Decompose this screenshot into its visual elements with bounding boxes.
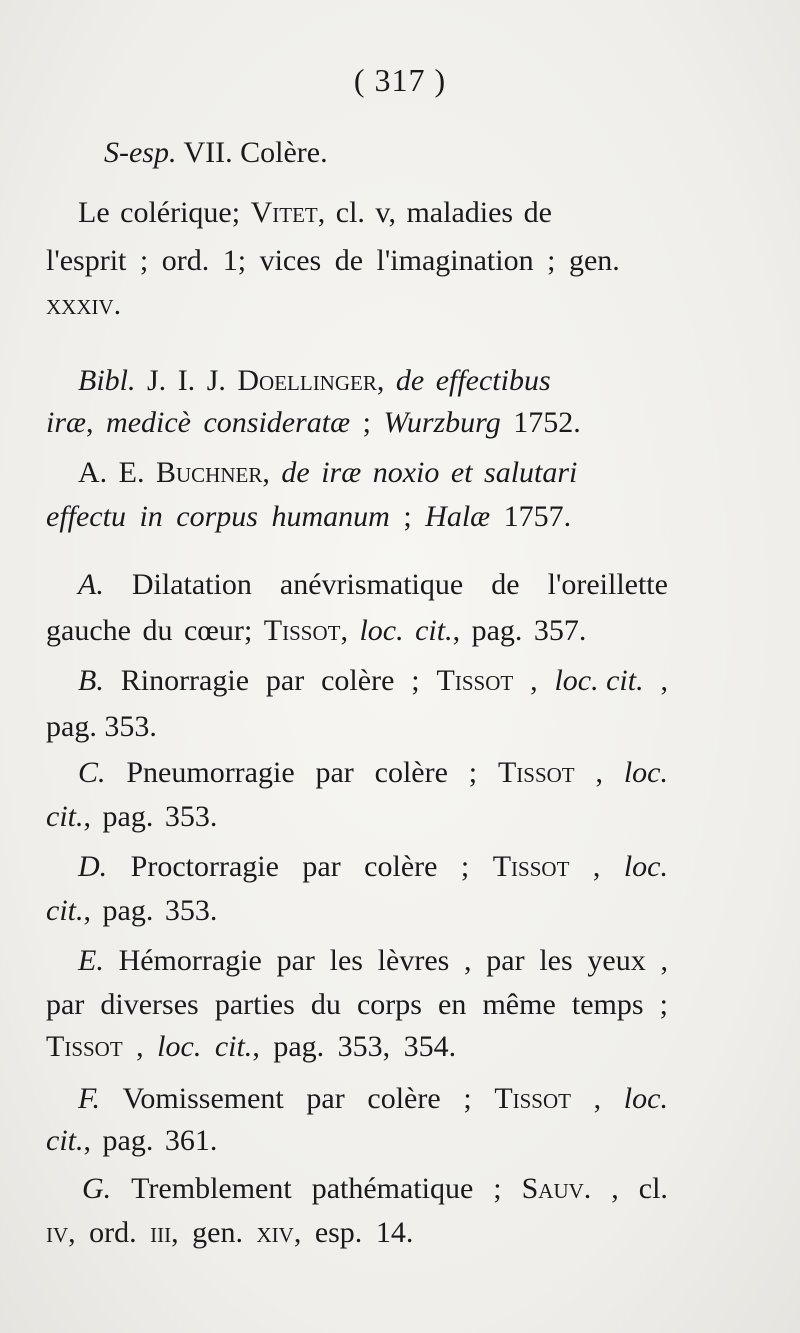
word: , — [293, 1216, 302, 1249]
word: esp. — [314, 1216, 363, 1249]
word: 1752. — [513, 406, 581, 439]
word: consideratæ — [203, 406, 351, 439]
author-tissot: Tissot — [494, 1082, 571, 1115]
loc-cit: loc. cit. — [554, 664, 644, 697]
word: loc. — [623, 1082, 668, 1115]
word: iv — [46, 1216, 69, 1249]
intro-line-3 — [46, 290, 672, 320]
intro-line-2 — [46, 246, 666, 276]
word: , — [660, 664, 668, 697]
word: ord. — [89, 1216, 137, 1249]
word: salutari — [484, 456, 578, 489]
page-ref: 361. — [164, 1124, 218, 1157]
word: , — [136, 1030, 144, 1063]
word: , — [595, 756, 603, 789]
word: diverses — [100, 988, 199, 1021]
word: colérique — [120, 196, 232, 229]
word: Pneumorragie — [126, 756, 295, 789]
word: iræ — [321, 456, 362, 489]
word: J. — [206, 364, 226, 397]
entry-letter: B. — [78, 664, 104, 697]
word: 14. — [375, 1216, 414, 1249]
page-ref: 354. — [403, 1030, 457, 1063]
author-tissot: Tissot — [497, 756, 575, 789]
word: en — [438, 988, 467, 1021]
word: et — [450, 456, 473, 489]
word: cit. — [46, 894, 84, 927]
word: 1 — [222, 244, 238, 277]
word: effectibus — [435, 364, 551, 397]
word: ; — [547, 244, 556, 277]
word: de — [395, 364, 425, 397]
entry-f-line-2 — [46, 1126, 672, 1156]
author-vitet: Vitet — [250, 196, 318, 229]
author-tissot: Tissot — [436, 664, 514, 697]
word: xiv — [256, 1216, 294, 1249]
word: vices — [259, 244, 322, 277]
author-doellinger: Doellinger — [237, 364, 377, 397]
word: maladies — [406, 196, 514, 229]
entry-a-line-1 — [78, 570, 668, 600]
word: ; — [237, 244, 247, 277]
word: , — [382, 1030, 391, 1063]
entry-e-line-1 — [78, 946, 668, 976]
word: E. — [118, 456, 145, 489]
word: v — [375, 196, 389, 229]
word: ; — [493, 1172, 502, 1205]
page-ref: 353. — [164, 894, 218, 927]
word: medicè — [106, 406, 191, 439]
author-tissot: Tissot — [46, 1030, 123, 1063]
word: , — [262, 456, 270, 489]
word: Halæ — [425, 500, 491, 533]
word: corps — [356, 988, 422, 1021]
entry-letter: C. — [78, 756, 106, 789]
entry-letter: E. — [78, 944, 104, 977]
word: , — [592, 850, 601, 883]
word: , — [83, 1124, 91, 1157]
word: iræ — [46, 406, 87, 439]
word: Wurzburg — [383, 406, 501, 439]
word: colère — [364, 850, 438, 883]
word: pag. — [102, 800, 154, 833]
word: pag. — [102, 894, 154, 927]
word: , — [376, 364, 385, 397]
word: , — [86, 406, 94, 439]
heading-text: VII. Colère. — [183, 136, 328, 169]
word: colère — [374, 756, 448, 789]
author-tissot: Tissot — [492, 850, 570, 883]
word: anévrismatique — [279, 568, 464, 601]
word: , — [660, 944, 668, 977]
entry-letter: D. — [78, 850, 108, 883]
word: colère — [321, 664, 395, 697]
word: ; — [411, 664, 420, 697]
word: par — [315, 756, 354, 789]
bibl-line-3 — [78, 458, 668, 488]
word: , — [340, 614, 348, 647]
entry-g-line-1 — [82, 1174, 668, 1204]
word: pag. — [273, 1030, 325, 1063]
word: ; — [463, 1082, 472, 1115]
word: effectu — [46, 500, 126, 533]
word: Hémorragie — [118, 944, 262, 977]
word: A. — [78, 456, 108, 489]
entry-e-line-2 — [46, 990, 668, 1020]
word: de — [491, 568, 520, 601]
word: Rinorragie — [120, 664, 250, 697]
word: l'oreillette — [547, 568, 668, 601]
entry-g-line-2 — [46, 1218, 672, 1248]
word: par — [276, 944, 315, 977]
word: , — [593, 1082, 602, 1115]
entry-d-line-2 — [46, 896, 672, 926]
bibl-line-4 — [46, 502, 600, 532]
entry-letter: G. — [82, 1172, 112, 1205]
word: iii — [150, 1216, 172, 1249]
word: J. — [147, 364, 167, 397]
bibl-label: Bibl. — [78, 364, 136, 397]
word: , — [452, 614, 461, 647]
word: ; — [139, 244, 149, 277]
word: loc. — [623, 850, 668, 883]
word: noxio — [372, 456, 440, 489]
word: du — [310, 988, 341, 1021]
entry-e-line-3 — [46, 1032, 672, 1062]
word: , — [83, 800, 91, 833]
page-number: ( 317 ) — [353, 62, 447, 98]
word: 1757. — [503, 500, 572, 533]
word: ; — [243, 614, 253, 647]
word: l'imagination — [376, 244, 534, 277]
word: , — [611, 1172, 619, 1205]
word: ; — [468, 756, 478, 789]
word: les — [329, 944, 363, 977]
entry-letter: F. — [78, 1082, 100, 1115]
bibl-line-1 — [78, 366, 666, 396]
word: même — [482, 988, 556, 1021]
section-heading — [104, 138, 730, 168]
word: parties — [214, 988, 295, 1021]
genus-number: xxxiv. — [46, 288, 122, 321]
word: , — [171, 1216, 179, 1249]
word: les — [539, 944, 573, 977]
word: pathématique — [311, 1172, 474, 1205]
entry-c-line-2 — [46, 802, 672, 832]
word: Dilatation — [131, 568, 252, 601]
word: ord. — [161, 244, 210, 277]
word: par — [265, 664, 305, 697]
word: cœur — [183, 614, 244, 647]
entry-b-line-2 — [46, 712, 672, 742]
entry-letter: A. — [78, 568, 104, 601]
word: ; — [460, 850, 470, 883]
page-ref: 353 — [337, 1030, 383, 1063]
word: loc. — [623, 756, 668, 789]
word: , — [317, 196, 326, 229]
word: , — [388, 196, 396, 229]
word: pag. — [102, 1124, 154, 1157]
word: ; — [403, 500, 412, 533]
entry-f-line-1 — [78, 1084, 668, 1114]
word: cl. — [335, 196, 365, 229]
entry-d-line-1 — [78, 852, 668, 882]
word: , — [68, 1216, 76, 1249]
bibl-line-2 — [46, 408, 628, 438]
entry-b-line-1 — [78, 666, 668, 696]
entry-a-line-2 — [46, 616, 672, 646]
word: cit. — [46, 800, 84, 833]
heading-prefix: S-esp. — [104, 136, 177, 169]
word: in — [139, 500, 163, 533]
author-buchner: Buchner — [156, 456, 263, 489]
word: , — [464, 944, 472, 977]
word: humanum — [271, 500, 390, 533]
word: gauche — [46, 614, 131, 647]
word: cit. — [46, 1124, 84, 1157]
word: I. — [177, 364, 196, 397]
word: Le — [78, 196, 110, 229]
word: de — [281, 456, 310, 489]
word: , — [530, 664, 538, 697]
word: ; — [362, 406, 371, 439]
word: corpus — [176, 500, 258, 533]
word: , — [252, 1030, 260, 1063]
word: par — [302, 850, 341, 883]
loc-cit: loc. cit. — [157, 1030, 253, 1063]
word: Tremblement — [131, 1172, 292, 1205]
page-ref: 353. — [164, 800, 218, 833]
word: de — [523, 196, 552, 229]
word: yeux — [587, 944, 646, 977]
author-sauvages: Sauv. — [521, 1172, 592, 1205]
word: cl. — [638, 1172, 668, 1205]
word: Proctorragie — [130, 850, 279, 883]
word: temps — [571, 988, 644, 1021]
word: du — [142, 614, 173, 647]
word: colère — [367, 1082, 441, 1115]
word: , — [83, 894, 91, 927]
word: l'esprit — [46, 244, 127, 277]
word: de — [334, 244, 364, 277]
word: Vomissement — [122, 1082, 284, 1115]
word: par — [306, 1082, 345, 1115]
entry-c-line-1 — [78, 758, 668, 788]
loc-cit: loc. cit. — [359, 614, 453, 647]
page-ref: pag. 357. — [471, 614, 587, 647]
word: ; — [659, 988, 668, 1021]
word: gen. — [568, 244, 620, 277]
page-ref: pag. 353. — [46, 710, 157, 743]
word: gen. — [192, 1216, 243, 1249]
word: lèvres — [377, 944, 450, 977]
intro-line-1 — [78, 198, 666, 228]
author-tissot: Tissot — [263, 614, 341, 647]
word: par — [486, 944, 525, 977]
word: ; — [231, 196, 241, 229]
word: par — [46, 988, 85, 1021]
